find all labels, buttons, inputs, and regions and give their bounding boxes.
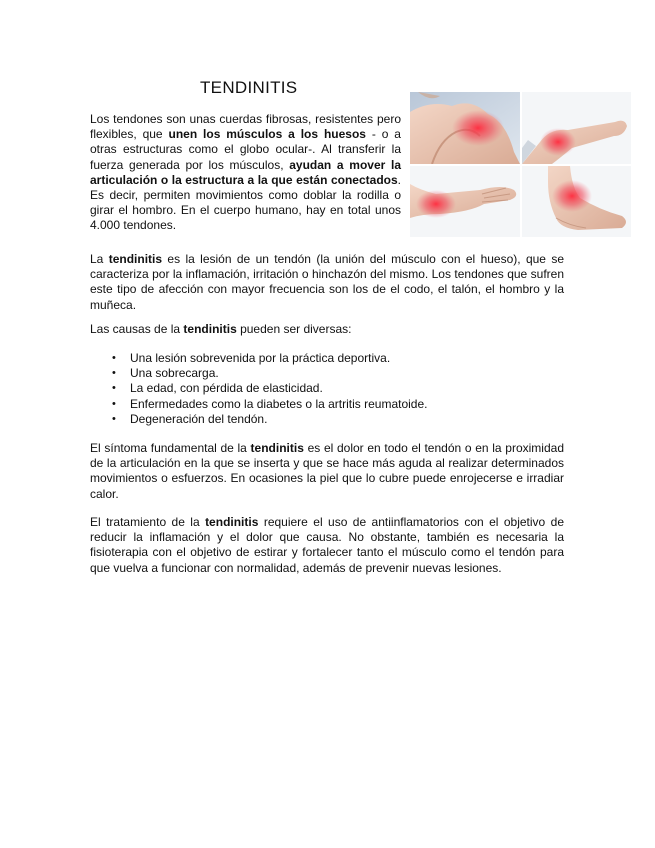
list-item-text: Degeneración del tendón. [130, 411, 268, 426]
p1-text-2: es la lesión de un tendón (la unión del músculo con el hueso), que se caracteriza por la inflamación, irritación o hinchazón del mismo. Los tendones que sufren este tipo de afección con mayor frecuencia son los de el codo, el talón, el hombro y la muñeca. [90, 252, 565, 312]
list-item [112, 412, 552, 427]
p3-text-1: El síntoma fundamental de la [90, 441, 251, 455]
list-item-text: Una lesión sobrevenida por la práctica deportiva. [130, 351, 391, 365]
page-title: TENDINITIS [200, 78, 298, 97]
tendinitis-illustration [410, 92, 631, 237]
symptoms-paragraph [90, 441, 564, 502]
treatment-paragraph [90, 515, 564, 576]
elbow-panel [522, 92, 631, 164]
intro-text-2: - o a otras estructuras como el globo ocular-. Al transferir la fuerza generada por los músculos, [90, 127, 401, 172]
p2-bold: tendinitis [183, 322, 237, 336]
wrist-pain-spot [416, 190, 456, 218]
list-item-text: Una sobrecarga. [130, 366, 219, 381]
p3-text-2: es el dolor en todo el tendón o en la proximidad de la articulación en la que se inserta y que se hace más aguda al realizar determinados movimientos o esfuerzos. En ocasiones la piel que lo cubre puede enrojecerse e irradiar calor. [90, 441, 564, 501]
p1-bold: tendinitis [108, 252, 163, 266]
causes-intro-paragraph [90, 322, 564, 337]
intro-bold-2: ayudan a mover la articulación o la estructura a la que están conectados [90, 157, 401, 187]
intro-bold-1: unen los músculos a los huesos [168, 127, 366, 142]
ankle-panel [522, 166, 631, 237]
p4-bold: tendinitis [205, 515, 259, 529]
bullet-icon: • [112, 412, 116, 425]
p2-text-1: Las causas de la [90, 322, 184, 336]
ankle-pain-spot [552, 180, 592, 212]
list-item [112, 397, 552, 412]
p1-text-1: La [90, 252, 109, 266]
intro-text-1: Los tendones son unas cuerdas fibrosas, resistentes pero flexibles, que [90, 112, 401, 142]
list-item [112, 366, 552, 381]
bullet-icon: • [112, 382, 116, 395]
definition-paragraph [90, 252, 564, 313]
list-item [112, 381, 552, 396]
list-item-text: La edad, con pérdida de elasticidad. [130, 381, 323, 396]
bullet-icon: • [112, 367, 116, 380]
elbow-pain-spot [540, 128, 576, 156]
p3-bold: tendinitis [250, 441, 304, 455]
shoulder-pain-spot [452, 110, 504, 146]
wrist-panel [410, 166, 520, 237]
causes-list [112, 351, 552, 427]
p4-text-1: El tratamiento de la [90, 515, 206, 529]
intro-text-3: . Es decir, permiten movimientos como doblar la rodilla o girar el hombro. En el cuerpo humano, hay en total unos 4.000 tendones. [90, 172, 401, 233]
list-item-text: Enfermedades como la diabetes o la artritis reumatoide. [130, 396, 428, 411]
shoulder-panel [410, 92, 520, 164]
p2-text-2: pueden ser diversas: [236, 322, 352, 336]
bullet-icon: • [112, 352, 116, 364]
p4-text-2: requiere el uso de antiinflamatorios con el objetivo de reducir la inflamación y el dolor que causa. No obstante, también es necesaria la fisioterapia con el objetivo de estirar y fortalecer tanto el músculo como el tendón para que vuelva a funcionar con normalidad, además de prevenir nuevas lesiones. [90, 515, 564, 575]
list-item [112, 351, 552, 366]
bullet-icon: • [112, 397, 116, 410]
intro-paragraph [90, 112, 401, 234]
